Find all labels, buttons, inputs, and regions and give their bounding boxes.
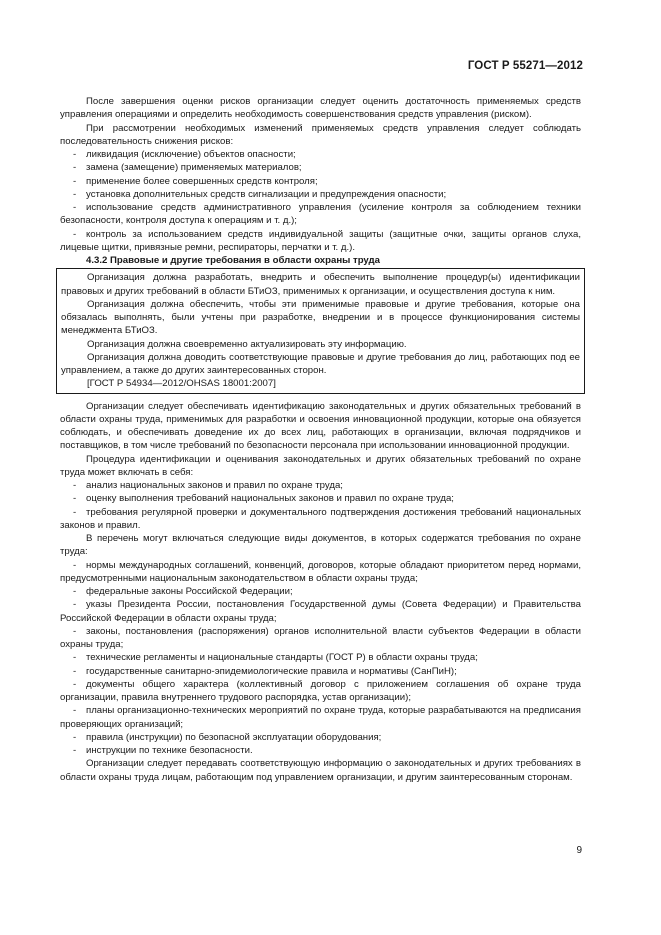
list-item [60,201,581,228]
list-item [60,665,581,678]
list-item-text: замена (замещение) применяемых материалов; [86,162,302,174]
list-item-text: установка дополнительных средств сигнализации и предупреждения опасности; [86,188,447,200]
list-item-text: оценку выполнения требований национальных законов и правил по охране труда; [86,493,454,505]
list-marker: - [73,202,77,213]
list-item [60,228,581,255]
standard-header: ГОСТ Р 55271—2012 [467,60,583,72]
list-item [60,492,581,505]
list-item [60,744,581,757]
list-item [60,651,581,664]
list-item-text: использование средств административного управления (усиление контроля за соблюдением техники безопасности, контроля доступа к операциям и т. д.); [60,202,581,227]
box-paragraph: Организация должна доводить соответствующие правовые и другие требования до лиц, работающих под ее управлением, а также до других заинтересованных сторон. [61,351,580,376]
paragraph: Процедура идентификации и оценивания законодательных и других обязательных требований по охране труда может включать в себя: [60,453,581,478]
list-marker: - [73,678,77,690]
list-item [60,559,581,586]
paragraph: При рассмотрении необходимых изменений применяемых средств управления следует соблюдать последовательность снижения рисков: [60,122,581,147]
list-marker: - [73,149,77,160]
list-marker: - [73,480,77,491]
list-marker: - [73,506,77,518]
list-marker: - [73,162,77,174]
list-item [60,161,581,174]
list-item [60,731,581,744]
list-marker: - [73,745,77,756]
list-item-text: федеральные законы Российской Федерации; [86,586,293,597]
list-item-text: планы организационно-технических мероприятий по охране труда, которые разрабатываются на предписания проверяющих организаций; [60,705,581,730]
paragraph: Организации следует передавать соответствующую информацию о законодательных и других требованиях в области охраны труда лицам, работающим под управлением организации, и другим заинтересованным сторонам. [60,758,581,783]
list-item [60,148,581,161]
list-marker: - [73,652,77,664]
list-marker: - [73,665,77,677]
paragraph: В перечень могут включаться следующие виды документов, в которых содержатся требования по охране труда: [60,533,581,558]
list-marker: - [73,228,77,240]
list-item-text: законы, постановления (распоряжения) органов исполнительной власти субъектов Федерации в области охраны труда; [60,625,581,650]
list-item-text: инструкции по технике безопасности. [86,745,253,756]
paragraph: Организации следует обеспечивать идентификацию законодательных и других обязательных требований в области охраны труда, применимых для разработки и освоения инновационной продукции, которые она обязуется соблюдать, и обеспечивать доведение их до всех лиц, работающих в организации, включая подрядчиков и поставщиков, в том числе требований по безопасности персонала при использовании инновационной продукции. [60,400,581,452]
list-marker: - [73,586,77,597]
list-item-text: применение более совершенных средств контроля; [86,175,318,187]
list-item-text: контроль за использованием средств индивидуальной защиты (защитные очки, защиты органов слуха, лицевые щитки, привязные ремни, респираторы, перчатки и т. д.). [60,228,581,253]
list-marker: - [73,188,77,200]
box-paragraph: Организация должна своевременно актуализировать эту информацию. [87,338,407,350]
list-item [60,704,581,731]
list-item-text: ликвидация (исключение) объектов опасности; [86,149,296,160]
page-number: 9 [576,845,582,856]
quoted-requirement-box [56,268,585,393]
list-item-text: нормы международных соглашений, конвенций, договоров, которые обладают приоритетом перед нормами, предусмотренными национальным законодательством в области охраны труда; [60,559,581,584]
box-paragraph: Организация должна разработать, внедрить и обеспечить выполнение процедур(ы) идентификации правовых и других требований в области БТиОЗ, применимых к организации, и осуществления доступа к ним. [61,272,580,297]
list-marker: - [73,175,77,187]
list-marker: - [73,731,77,743]
list-item [60,175,581,188]
list-item-text: технические регламенты и национальные стандарты (ГОСТ Р) в области охраны труда; [86,652,478,664]
list-marker: - [73,705,77,717]
list-item [60,479,581,492]
list-item-text: документы общего характера (коллективный договор с приложением соглашения об охране труда организации, правила внутреннего трудового распорядка, устав организации); [60,678,581,703]
box-paragraph: [ГОСТ Р 54934—2012/OHSAS 18001:2007] [87,378,276,390]
list-item-text: правила (инструкции) по безопасной эксплуатации оборудования; [86,731,382,743]
list-marker: - [73,493,77,505]
list-item [60,585,581,598]
list-item-text: государственные санитарно-эпидемиологические правила и нормативы (СанПиН); [86,665,457,677]
list-marker: - [73,625,77,637]
list-item-text: указы Президента России, постановления Государственной думы (Совета Федерации) и Правительства Российской Федерации в области охраны труда; [60,599,581,624]
list-item [60,188,581,201]
list-item-text: требования регулярной проверки и документального подтверждения достижения требований национальных законов и правил. [60,506,581,531]
document-body [60,95,581,784]
list-item [60,625,581,652]
box-paragraph: Организация должна обеспечить, чтобы эти применимые правовые и другие требования, которые она обязалась выполнять, были учтены при разработке, внедрении и в процессе функционирования системы менеджмента БТиОЗ. [61,298,580,337]
list-marker: - [73,559,77,571]
list-item [60,598,581,625]
section-heading: 4.3.2 Правовые и другие требования в области охраны труда [86,255,380,266]
paragraph: После завершения оценки рисков организации следует оценить достаточность применяемых средств управления операциями и определить необходимость совершенствования средств управления (риском). [60,96,581,121]
list-item-text: анализ национальных законов и правил по охране труда; [86,480,343,491]
list-marker: - [73,599,77,611]
list-item [60,506,581,533]
list-item [60,678,581,705]
